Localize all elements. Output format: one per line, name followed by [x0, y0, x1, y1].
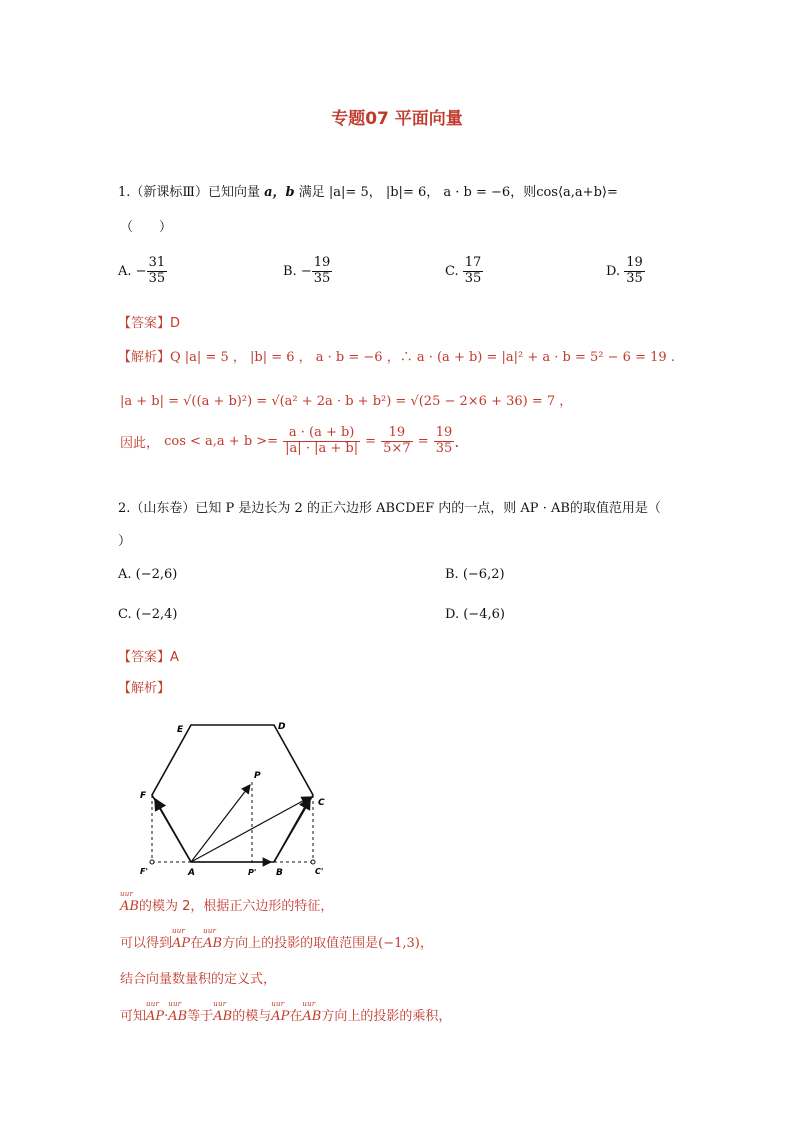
- q2-answer: 【答案】A: [118, 650, 179, 665]
- q1-paren: （ ）: [120, 220, 173, 235]
- page-title: 专题07 平面向量: [331, 109, 463, 129]
- q1-vectors: a，b: [264, 185, 295, 200]
- label-b: B: [276, 868, 283, 878]
- q1-cond2: |b|= 6: [385, 185, 427, 200]
- q1-analysis-line3: 因此， cos < a,a + b >= $\frac{a \cdot (a + b)}{|a| \cdot |a + b|}$ = $\frac{19}{5\times 7}$ = $\frac{19}{35}$ .: [120, 425, 460, 456]
- point-fp: [150, 860, 154, 864]
- q1-analysis-line1: 【解析】Q |a| = 5 ， |b| = 6 ， a · b = −6 ，∴ a · (a + b) = |a|² + a · b = 5² − 6 = 19 .: [118, 350, 675, 365]
- q1-target: cos⟨a,a+b⟩=: [536, 185, 618, 200]
- q1-option-d[interactable]: D. $\frac{19}{35}$: [606, 255, 643, 286]
- q1-option-a[interactable]: A. − $\frac{31}{35}$: [118, 255, 166, 286]
- hexagon: [152, 725, 313, 862]
- q2-analysis-s1: u u r AB的模为 2，根据正六边形的特征，: [120, 895, 333, 914]
- q2-option-c[interactable]: C. (−2,4): [118, 607, 178, 622]
- q2-close: ）: [118, 534, 132, 549]
- q2-analysis-s4: 可知u u r AP·u u r AB等于u u r AB的模与u u r AP在u u r AB方向上的投影的乘积，: [120, 1005, 451, 1024]
- label-f: F: [140, 791, 147, 801]
- label-a: A: [188, 868, 195, 878]
- q1-cond3: a · b = −6: [443, 185, 511, 200]
- q2-option-d[interactable]: D. (−4,6): [445, 607, 505, 622]
- label-c: C: [318, 798, 325, 808]
- label-e: E: [177, 725, 184, 735]
- q2-analysis-s2: 可以得到u u r AP在u u r AB方向上的投影的取值范围是(−1,3)，: [120, 932, 433, 951]
- vector-bc: [274, 798, 310, 862]
- hexagon-figure: [130, 712, 340, 882]
- q1-stem: 1.（新课标Ⅲ）已知向量 a，b 满足 |a|= 5， |b|= 6， a · b = −6，则cos⟨a,a+b⟩=: [118, 185, 618, 200]
- q1-option-b[interactable]: B. − $\frac{19}{35}$: [283, 255, 331, 286]
- vector-af: [155, 799, 191, 862]
- q1-answer: 【答案】D: [118, 316, 181, 331]
- q1-option-c[interactable]: C. $\frac{17}{35}$: [445, 255, 482, 286]
- label-fp: F': [140, 867, 148, 876]
- label-p: P: [254, 771, 261, 781]
- q1-cond1: |a|= 5: [328, 185, 369, 200]
- point-cp: [311, 860, 315, 864]
- label-d: D: [278, 722, 286, 732]
- label-pp: P': [248, 868, 257, 877]
- q2-expr: AP · AB: [520, 501, 570, 516]
- q2-option-a[interactable]: A. (−2,6): [118, 567, 178, 582]
- q2-analysis-tag: 【解析】: [118, 681, 171, 696]
- q2-analysis-s3: 结合向量数量积的定义式，: [120, 972, 277, 987]
- q1-analysis-line2: |a + b| = √((a + b)²) = √(a² + 2a · b + b²) = √(25 − 2×6 + 36) = 7 ，: [120, 394, 573, 409]
- q2-option-b[interactable]: B. (−6,2): [445, 567, 505, 582]
- label-cp: C': [315, 867, 324, 876]
- vector-ap: [191, 785, 250, 862]
- q2-stem: 2.（山东卷）已知 P 是边长为 2 的正六边形 ABCDEF 内的一点，则 AP · AB的取值范用是（: [118, 501, 661, 516]
